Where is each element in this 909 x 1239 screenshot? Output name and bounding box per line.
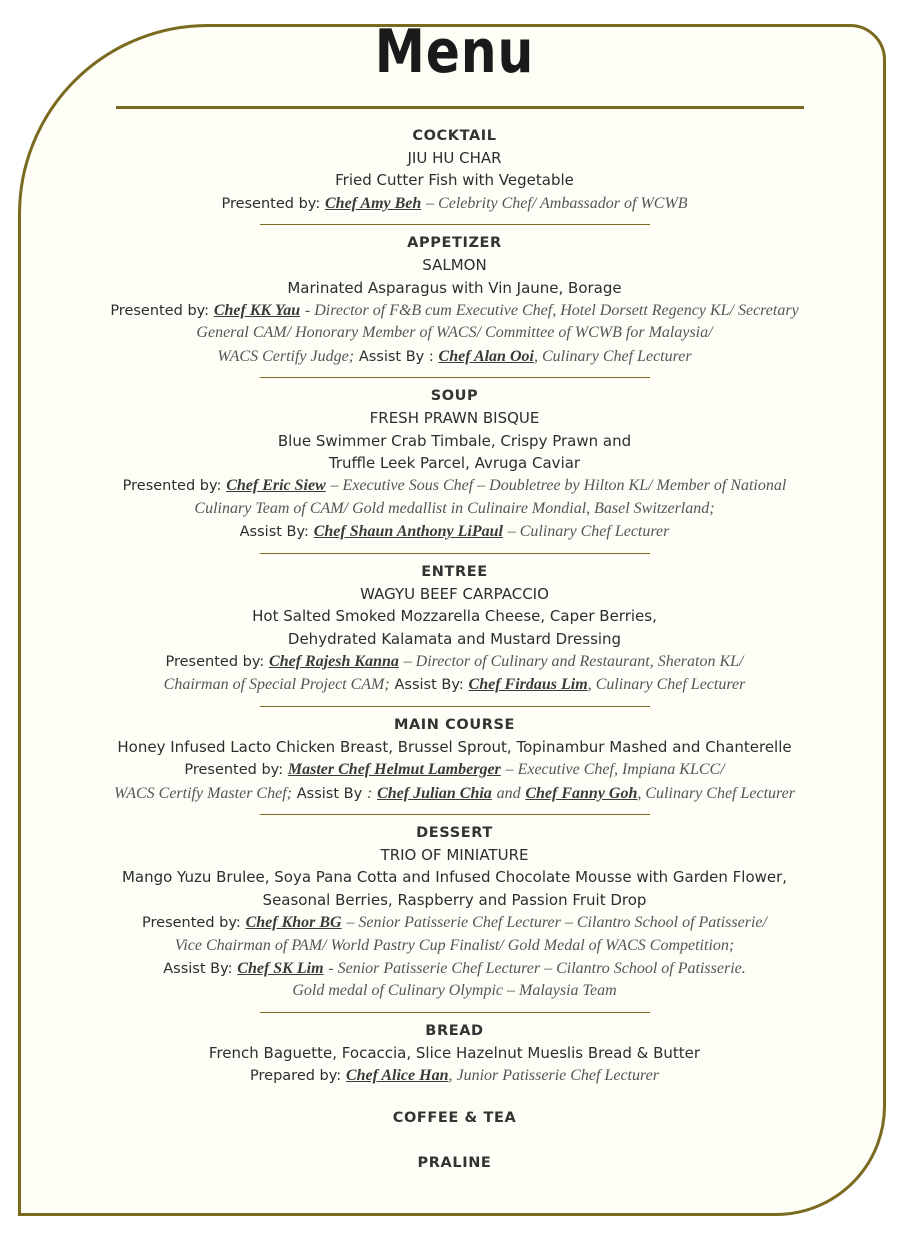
- assist-line: [0, 345, 909, 368]
- assist-chef-name: Chef Fanny Goh: [525, 784, 638, 802]
- presented-label: Presented by:: [165, 653, 265, 670]
- section-bread: [0, 1021, 909, 1088]
- assist-chef-role: - Senior Patisserie Chef Lecturer – Cilantro School of Patisserie.: [328, 959, 746, 977]
- dish-description: Blue Swimmer Crab Timbale, Crispy Prawn and: [277, 431, 632, 450]
- assist-line: [0, 782, 909, 805]
- dish-name: TRIO OF MINIATURE: [380, 845, 529, 864]
- section-divider: [260, 377, 650, 378]
- assist-chef-role: – Culinary Chef Lecturer: [507, 523, 670, 541]
- assist-chef-name: Chef SK Lim: [237, 959, 324, 977]
- dish-description: Mango Yuzu Brulee, Soya Pana Cotta and Infused Chocolate Mousse with Garden Flower,: [121, 868, 788, 887]
- assist-colon: :: [366, 784, 373, 802]
- presented-label: Presented by:: [142, 915, 241, 932]
- section-heading: BREAD: [425, 1022, 484, 1039]
- section-soup: [0, 386, 909, 553]
- assist-chef-role: , Culinary Chef Lecturer: [533, 347, 692, 365]
- chef-name: Chef Rajesh Kanna: [269, 652, 399, 670]
- presented-label: Presented by:: [221, 195, 321, 212]
- section-main-course: [0, 715, 909, 815]
- prepared-label: Prepared by:: [250, 1068, 342, 1085]
- section-appetizer: [0, 233, 909, 378]
- chef-role: – Celebrity Chef/ Ambassador of WCWB: [426, 194, 688, 212]
- chef-role-cont: WACS Certify Judge;: [217, 347, 355, 365]
- presented-label: Presented by:: [122, 478, 222, 495]
- chef-role-cont: Chairman of Special Project CAM;: [163, 676, 390, 694]
- assist-label: Assist By:: [163, 960, 233, 977]
- dish-name: FRESH PRAWN BISQUE: [369, 409, 540, 428]
- page-title: Menu: [374, 17, 535, 87]
- section-divider: [260, 224, 650, 225]
- chef-name: Chef Eric Siew: [226, 477, 326, 495]
- title-divider: [116, 106, 804, 109]
- assist-line: [0, 957, 909, 980]
- presenter-line: [0, 299, 909, 322]
- assist-line: [0, 673, 909, 696]
- assist-chef-role-cont: Gold medal of Culinary Olympic – Malaysia Team: [292, 982, 617, 1000]
- section-cocktail: [0, 126, 909, 225]
- section-divider: [260, 814, 650, 815]
- assist-label: Assist By :: [358, 348, 434, 365]
- section-divider: [260, 1012, 650, 1013]
- chef-name: Master Chef Helmut Lamberger: [287, 761, 501, 779]
- presenter-line: [0, 192, 909, 215]
- assist-chef-name: Chef Firdaus Lim: [468, 676, 588, 694]
- section-praline: PRALINE: [417, 1154, 492, 1171]
- assist-chef-role: , Culinary Chef Lecturer: [587, 676, 746, 694]
- section-divider: [260, 706, 650, 707]
- dish-description-cont: Seasonal Berries, Raspberry and Passion Fruit Drop: [262, 890, 647, 909]
- presenter-line: [0, 911, 909, 934]
- presenter-line: [0, 650, 909, 673]
- presenter-line: [0, 758, 909, 781]
- presenter-line: [0, 1064, 909, 1087]
- chef-role: - Director of F&B cum Executive Chef, Hotel Dorsett Regency KL/ Secretary: [304, 302, 799, 320]
- chef-role-cont: General CAM/ Honorary Member of WACS/ Committee of WCWB for Malaysia/: [196, 324, 713, 342]
- assist-label: Assist By:: [239, 524, 309, 541]
- section-heading: APPETIZER: [407, 235, 502, 252]
- chef-role-cont: Vice Chairman of PAM/ World Pastry Cup Finalist/ Gold Medal of WACS Competition;: [174, 936, 735, 954]
- section-heading: MAIN COURSE: [393, 716, 516, 733]
- section-dessert: [0, 823, 909, 1013]
- chef-role: , Junior Patisserie Chef Lecturer: [448, 1067, 659, 1085]
- dish-description-cont: Dehydrated Kalamata and Mustard Dressing: [287, 629, 622, 648]
- section-heading: COCKTAIL: [412, 128, 497, 144]
- dish-description: Fried Cutter Fish with Vegetable: [335, 171, 574, 190]
- dish-description-cont: Truffle Leek Parcel, Avruga Caviar: [328, 454, 581, 473]
- assist-chef-role: , Culinary Chef Lecturer: [637, 784, 795, 802]
- presenter-line: [0, 474, 909, 497]
- chef-name: Chef KK Yau: [213, 302, 301, 320]
- chef-role-cont: Culinary Team of CAM/ Gold medallist in Culinaire Mondial, Basel Switzerland;: [194, 499, 715, 517]
- chef-role-cont: WACS Certify Master Chef;: [114, 784, 292, 802]
- presented-label: Presented by:: [184, 762, 284, 779]
- assist-label: Assist By: [296, 785, 363, 802]
- dish-description: French Baguette, Focaccia, Slice Hazelnut Mueslis Bread & Butter: [208, 1043, 701, 1062]
- chef-name: Chef Alice Han: [345, 1067, 449, 1085]
- dish-description: Marinated Asparagus with Vin Jaune, Borage: [287, 278, 622, 297]
- presented-label: Presented by:: [110, 303, 210, 320]
- assist-chef-name: Chef Julian Chia: [377, 784, 492, 802]
- dish-name: WAGYU BEEF CARPACCIO: [360, 584, 549, 603]
- chef-role: – Senior Patisserie Chef Lecturer – Cilantro School of Patisserie/: [346, 914, 767, 932]
- assist-chef-name: Chef Alan Ooi: [438, 347, 534, 365]
- chef-name: Chef Amy Beh: [325, 194, 422, 212]
- dish-name: SALMON: [422, 256, 487, 275]
- assist-chef-name: Chef Shaun Anthony LiPaul: [313, 523, 503, 541]
- section-heading: ENTREE: [421, 563, 488, 580]
- chef-name: Chef Khor BG: [245, 914, 342, 932]
- section-coffee-tea: COFFEE & TEA: [392, 1109, 517, 1126]
- dish-name: JIU HU CHAR: [407, 149, 502, 167]
- section-divider: [260, 553, 650, 554]
- chef-role: – Director of Culinary and Restaurant, Sheraton KL/: [403, 652, 744, 670]
- section-heading: DESSERT: [416, 824, 493, 841]
- dish-description: Hot Salted Smoked Mozzarella Cheese, Caper Berries,: [252, 607, 657, 626]
- section-heading: SOUP: [430, 388, 479, 405]
- assist-line: [0, 520, 909, 543]
- chef-role: – Executive Sous Chef – Doubletree by Hilton KL/ Member of National: [330, 477, 787, 495]
- and-text: and: [496, 784, 521, 802]
- chef-role: – Executive Chef, Impiana KLCC/: [505, 761, 725, 779]
- dish-description: Honey Infused Lacto Chicken Breast, Brussel Sprout, Topinambur Mashed and Chanterelle: [117, 737, 792, 756]
- section-entree: [0, 562, 909, 707]
- assist-label: Assist By:: [394, 677, 464, 694]
- menu-content: [0, 126, 909, 1174]
